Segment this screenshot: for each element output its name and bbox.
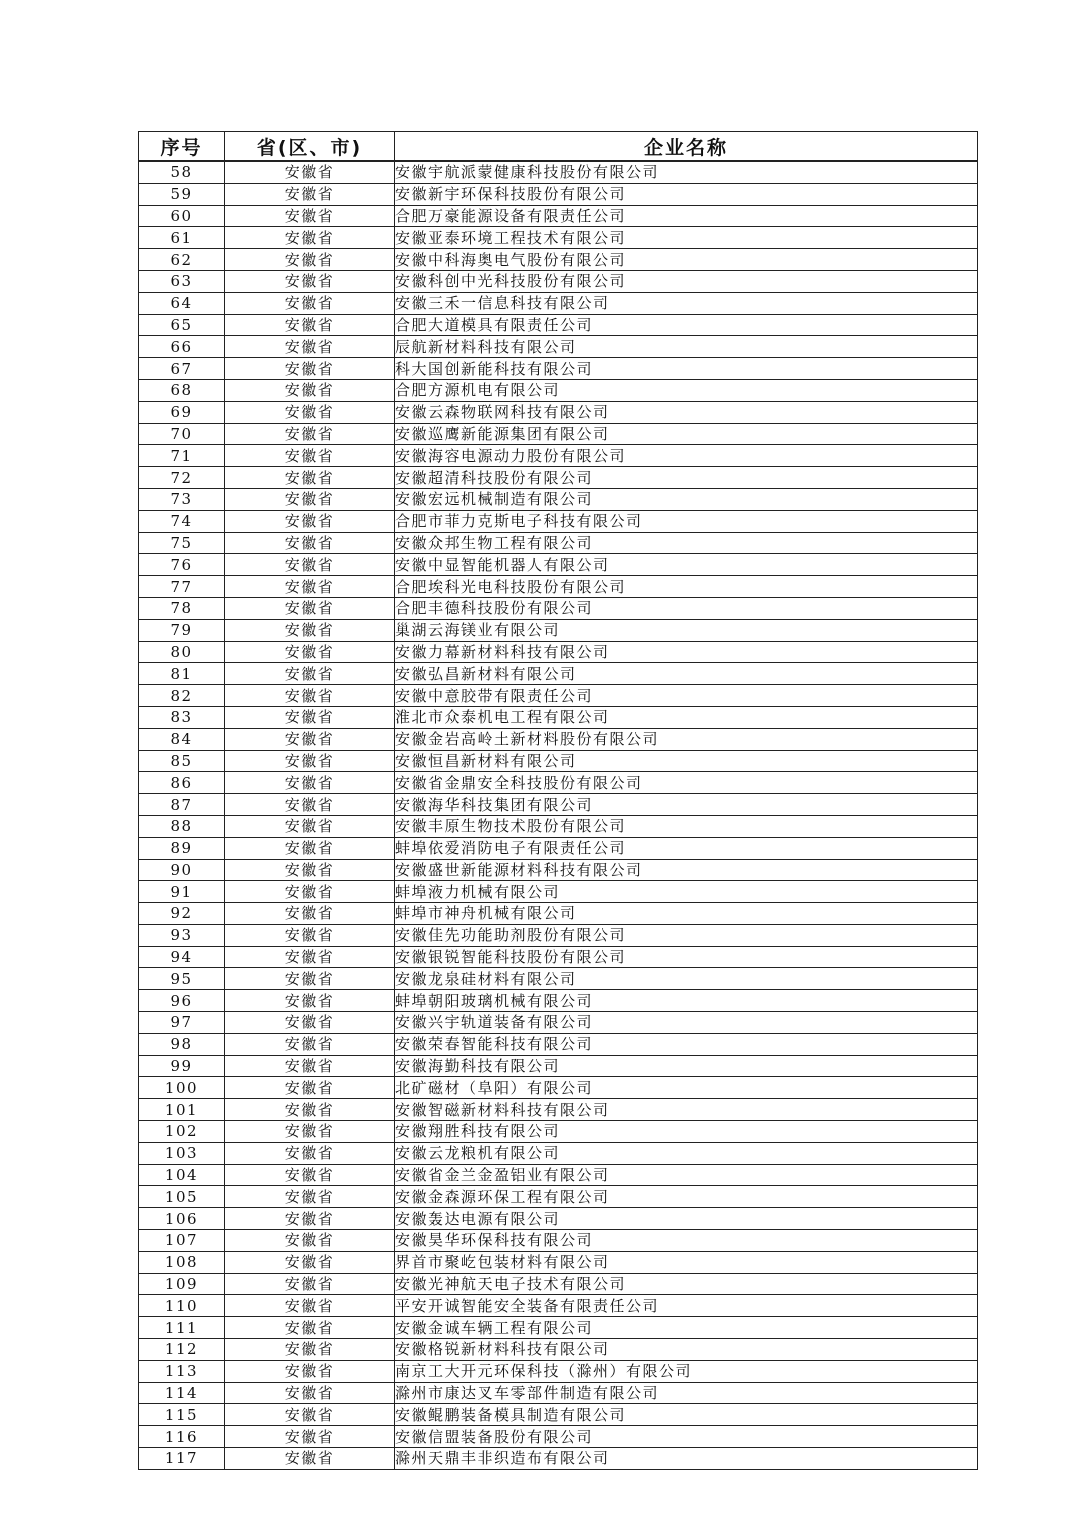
cell-seq: 81 <box>139 663 225 685</box>
table-row <box>139 1033 978 1055</box>
table-row <box>139 663 978 685</box>
cell-seq: 66 <box>139 336 225 358</box>
cell-seq: 74 <box>139 510 225 532</box>
cell-company: 巢湖云海镁业有限公司 <box>395 619 978 641</box>
cell-company: 安徽中显智能机器人有限公司 <box>395 554 978 576</box>
cell-company: 界首市聚屹包装材料有限公司 <box>395 1251 978 1273</box>
cell-province: 安徽省 <box>225 314 395 336</box>
cell-company: 平安开诚智能安全装备有限责任公司 <box>395 1295 978 1317</box>
cell-province: 安徽省 <box>225 1295 395 1317</box>
cell-seq: 75 <box>139 532 225 554</box>
cell-province: 安徽省 <box>225 1186 395 1208</box>
table-row <box>139 161 978 183</box>
cell-company: 合肥市菲力克斯电子科技有限公司 <box>395 510 978 532</box>
cell-company: 合肥万豪能源设备有限责任公司 <box>395 205 978 227</box>
cell-company: 蚌埠液力机械有限公司 <box>395 881 978 903</box>
cell-seq: 59 <box>139 183 225 205</box>
table-row <box>139 1208 978 1230</box>
table-row <box>139 1360 978 1382</box>
cell-seq: 67 <box>139 358 225 380</box>
cell-company: 滁州天鼎丰非织造布有限公司 <box>395 1448 978 1470</box>
cell-province: 安徽省 <box>225 968 395 990</box>
cell-province: 安徽省 <box>225 1142 395 1164</box>
cell-seq: 85 <box>139 750 225 772</box>
cell-seq: 83 <box>139 706 225 728</box>
table-row <box>139 772 978 794</box>
cell-province: 安徽省 <box>225 1339 395 1361</box>
table-row <box>139 532 978 554</box>
cell-company: 安徽超清科技股份有限公司 <box>395 467 978 489</box>
table-row <box>139 837 978 859</box>
table-row <box>139 706 978 728</box>
table-row <box>139 1382 978 1404</box>
table-row <box>139 750 978 772</box>
cell-province: 安徽省 <box>225 750 395 772</box>
cell-seq: 113 <box>139 1360 225 1382</box>
table-row <box>139 1012 978 1034</box>
cell-company: 安徽翔胜科技有限公司 <box>395 1121 978 1143</box>
cell-seq: 60 <box>139 205 225 227</box>
table-row <box>139 205 978 227</box>
table-row <box>139 685 978 707</box>
header-province: 省(区、市) <box>225 132 395 162</box>
table-row <box>139 423 978 445</box>
cell-company: 北矿磁材（阜阳）有限公司 <box>395 1077 978 1099</box>
cell-seq: 65 <box>139 314 225 336</box>
cell-seq: 110 <box>139 1295 225 1317</box>
cell-company: 安徽海勤科技有限公司 <box>395 1055 978 1077</box>
cell-province: 安徽省 <box>225 249 395 271</box>
cell-province: 安徽省 <box>225 445 395 467</box>
cell-province: 安徽省 <box>225 990 395 1012</box>
cell-province: 安徽省 <box>225 1099 395 1121</box>
table-row <box>139 1339 978 1361</box>
table-row <box>139 401 978 423</box>
cell-company: 滁州市康达叉车零部件制造有限公司 <box>395 1382 978 1404</box>
table-row <box>139 467 978 489</box>
cell-seq: 103 <box>139 1142 225 1164</box>
cell-company: 安徽盛世新能源材料科技有限公司 <box>395 859 978 881</box>
table-row <box>139 968 978 990</box>
cell-seq: 87 <box>139 794 225 816</box>
cell-seq: 96 <box>139 990 225 1012</box>
table-row <box>139 292 978 314</box>
cell-province: 安徽省 <box>225 881 395 903</box>
cell-company: 安徽新宇环保科技股份有限公司 <box>395 183 978 205</box>
cell-seq: 102 <box>139 1121 225 1143</box>
cell-province: 安徽省 <box>225 597 395 619</box>
cell-province: 安徽省 <box>225 488 395 510</box>
cell-seq: 97 <box>139 1012 225 1034</box>
cell-province: 安徽省 <box>225 270 395 292</box>
cell-province: 安徽省 <box>225 161 395 183</box>
cell-seq: 112 <box>139 1339 225 1361</box>
cell-seq: 88 <box>139 815 225 837</box>
cell-company: 安徽兴宇轨道装备有限公司 <box>395 1012 978 1034</box>
cell-company: 辰航新材料科技有限公司 <box>395 336 978 358</box>
table-row <box>139 1404 978 1426</box>
cell-company: 蚌埠朝阳玻璃机械有限公司 <box>395 990 978 1012</box>
cell-company: 安徽科创中光科技股份有限公司 <box>395 270 978 292</box>
table-row <box>139 1142 978 1164</box>
table-row <box>139 924 978 946</box>
cell-company: 安徽云森物联网科技有限公司 <box>395 401 978 423</box>
table-row <box>139 445 978 467</box>
cell-province: 安徽省 <box>225 1317 395 1339</box>
cell-seq: 89 <box>139 837 225 859</box>
cell-company: 安徽中科海奥电气股份有限公司 <box>395 249 978 271</box>
cell-seq: 64 <box>139 292 225 314</box>
cell-province: 安徽省 <box>225 227 395 249</box>
header-seq: 序号 <box>139 132 225 162</box>
cell-province: 安徽省 <box>225 336 395 358</box>
table-row <box>139 358 978 380</box>
cell-province: 安徽省 <box>225 205 395 227</box>
cell-province: 安徽省 <box>225 1382 395 1404</box>
cell-company: 安徽昊华环保科技有限公司 <box>395 1230 978 1252</box>
cell-company: 合肥埃科光电科技股份有限公司 <box>395 576 978 598</box>
cell-company: 安徽丰原生物技术股份有限公司 <box>395 815 978 837</box>
cell-company: 安徽智磁新材料科技有限公司 <box>395 1099 978 1121</box>
table-body <box>139 161 978 1469</box>
table-row <box>139 794 978 816</box>
cell-province: 安徽省 <box>225 772 395 794</box>
cell-company: 蚌埠市神舟机械有限公司 <box>395 903 978 925</box>
table-row <box>139 903 978 925</box>
cell-company: 安徽云龙粮机有限公司 <box>395 1142 978 1164</box>
table-row <box>139 728 978 750</box>
cell-seq: 105 <box>139 1186 225 1208</box>
table-row <box>139 990 978 1012</box>
table-row <box>139 1099 978 1121</box>
table-row <box>139 1055 978 1077</box>
table-row <box>139 336 978 358</box>
cell-province: 安徽省 <box>225 1033 395 1055</box>
cell-seq: 69 <box>139 401 225 423</box>
cell-province: 安徽省 <box>225 358 395 380</box>
cell-seq: 107 <box>139 1230 225 1252</box>
cell-seq: 99 <box>139 1055 225 1077</box>
cell-company: 安徽银锐智能科技股份有限公司 <box>395 946 978 968</box>
cell-company: 安徽鲲鹏装备模具制造有限公司 <box>395 1404 978 1426</box>
cell-company: 安徽宏远机械制造有限公司 <box>395 488 978 510</box>
cell-company: 安徽金岩高岭土新材料股份有限公司 <box>395 728 978 750</box>
cell-company: 合肥丰德科技股份有限公司 <box>395 597 978 619</box>
cell-province: 安徽省 <box>225 1230 395 1252</box>
cell-seq: 71 <box>139 445 225 467</box>
cell-province: 安徽省 <box>225 728 395 750</box>
cell-seq: 77 <box>139 576 225 598</box>
cell-company: 安徽宇航派蒙健康科技股份有限公司 <box>395 161 978 183</box>
table-row <box>139 183 978 205</box>
cell-province: 安徽省 <box>225 292 395 314</box>
cell-province: 安徽省 <box>225 1208 395 1230</box>
cell-province: 安徽省 <box>225 576 395 598</box>
cell-seq: 117 <box>139 1448 225 1470</box>
table-row <box>139 1448 978 1470</box>
cell-seq: 98 <box>139 1033 225 1055</box>
cell-seq: 106 <box>139 1208 225 1230</box>
cell-company: 安徽海容电源动力股份有限公司 <box>395 445 978 467</box>
cell-company: 淮北市众泰机电工程有限公司 <box>395 706 978 728</box>
cell-province: 安徽省 <box>225 619 395 641</box>
cell-company: 安徽金森源环保工程有限公司 <box>395 1186 978 1208</box>
cell-seq: 76 <box>139 554 225 576</box>
cell-seq: 91 <box>139 881 225 903</box>
cell-seq: 95 <box>139 968 225 990</box>
cell-company: 安徽亚泰环境工程技术有限公司 <box>395 227 978 249</box>
cell-seq: 58 <box>139 161 225 183</box>
table-row <box>139 1251 978 1273</box>
cell-seq: 84 <box>139 728 225 750</box>
table-row <box>139 1426 978 1448</box>
cell-company: 安徽力幕新材料科技有限公司 <box>395 641 978 663</box>
cell-province: 安徽省 <box>225 423 395 445</box>
cell-company: 合肥大道模具有限责任公司 <box>395 314 978 336</box>
cell-seq: 100 <box>139 1077 225 1099</box>
table-row <box>139 379 978 401</box>
cell-seq: 92 <box>139 903 225 925</box>
cell-company: 安徽佳先功能助剂股份有限公司 <box>395 924 978 946</box>
table-row <box>139 249 978 271</box>
cell-seq: 68 <box>139 379 225 401</box>
table-row <box>139 815 978 837</box>
header-company: 企业名称 <box>395 132 978 162</box>
table-row <box>139 270 978 292</box>
cell-province: 安徽省 <box>225 946 395 968</box>
company-list-table <box>138 131 978 1470</box>
cell-company: 安徽荣春智能科技有限公司 <box>395 1033 978 1055</box>
cell-province: 安徽省 <box>225 1121 395 1143</box>
cell-company: 安徽光神航天电子技术有限公司 <box>395 1273 978 1295</box>
cell-seq: 104 <box>139 1164 225 1186</box>
cell-province: 安徽省 <box>225 1164 395 1186</box>
cell-seq: 82 <box>139 685 225 707</box>
cell-province: 安徽省 <box>225 1055 395 1077</box>
cell-company: 安徽三禾一信息科技有限公司 <box>395 292 978 314</box>
cell-seq: 80 <box>139 641 225 663</box>
cell-seq: 79 <box>139 619 225 641</box>
cell-company: 合肥方源机电有限公司 <box>395 379 978 401</box>
cell-company: 蚌埠依爱消防电子有限责任公司 <box>395 837 978 859</box>
cell-seq: 111 <box>139 1317 225 1339</box>
cell-seq: 73 <box>139 488 225 510</box>
cell-province: 安徽省 <box>225 510 395 532</box>
table-row <box>139 227 978 249</box>
cell-company: 安徽海华科技集团有限公司 <box>395 794 978 816</box>
cell-company: 安徽金诚车辆工程有限公司 <box>395 1317 978 1339</box>
table-row <box>139 881 978 903</box>
cell-seq: 101 <box>139 1099 225 1121</box>
cell-seq: 63 <box>139 270 225 292</box>
cell-province: 安徽省 <box>225 685 395 707</box>
table-row <box>139 1230 978 1252</box>
cell-seq: 70 <box>139 423 225 445</box>
table-row <box>139 859 978 881</box>
cell-seq: 90 <box>139 859 225 881</box>
cell-province: 安徽省 <box>225 706 395 728</box>
table-row <box>139 1317 978 1339</box>
cell-province: 安徽省 <box>225 1012 395 1034</box>
cell-company: 安徽中意胶带有限责任公司 <box>395 685 978 707</box>
table-row <box>139 946 978 968</box>
cell-company: 安徽省金兰金盈铝业有限公司 <box>395 1164 978 1186</box>
table-row <box>139 314 978 336</box>
cell-company: 南京工大开元环保科技（滁州）有限公司 <box>395 1360 978 1382</box>
cell-province: 安徽省 <box>225 532 395 554</box>
cell-province: 安徽省 <box>225 1404 395 1426</box>
cell-company: 安徽格锐新材料科技有限公司 <box>395 1339 978 1361</box>
header-row <box>139 132 978 162</box>
cell-province: 安徽省 <box>225 1448 395 1470</box>
cell-seq: 94 <box>139 946 225 968</box>
cell-seq: 108 <box>139 1251 225 1273</box>
cell-province: 安徽省 <box>225 815 395 837</box>
table-row <box>139 641 978 663</box>
cell-seq: 86 <box>139 772 225 794</box>
cell-province: 安徽省 <box>225 1273 395 1295</box>
table-row <box>139 554 978 576</box>
table-row <box>139 488 978 510</box>
table-row <box>139 576 978 598</box>
table-row <box>139 619 978 641</box>
cell-company: 安徽巡鹰新能源集团有限公司 <box>395 423 978 445</box>
table-header <box>139 132 978 162</box>
cell-seq: 115 <box>139 1404 225 1426</box>
cell-province: 安徽省 <box>225 467 395 489</box>
cell-company: 安徽省金鼎安全科技股份有限公司 <box>395 772 978 794</box>
cell-province: 安徽省 <box>225 1426 395 1448</box>
cell-seq: 62 <box>139 249 225 271</box>
cell-province: 安徽省 <box>225 641 395 663</box>
cell-province: 安徽省 <box>225 859 395 881</box>
cell-seq: 78 <box>139 597 225 619</box>
cell-seq: 61 <box>139 227 225 249</box>
table-row <box>139 1295 978 1317</box>
table-row <box>139 597 978 619</box>
cell-province: 安徽省 <box>225 663 395 685</box>
cell-company: 安徽恒昌新材料有限公司 <box>395 750 978 772</box>
cell-province: 安徽省 <box>225 554 395 576</box>
cell-province: 安徽省 <box>225 379 395 401</box>
table-row <box>139 1121 978 1143</box>
cell-province: 安徽省 <box>225 183 395 205</box>
cell-seq: 116 <box>139 1426 225 1448</box>
table-row <box>139 1186 978 1208</box>
cell-company: 安徽众邦生物工程有限公司 <box>395 532 978 554</box>
cell-company: 科大国创新能科技有限公司 <box>395 358 978 380</box>
cell-seq: 114 <box>139 1382 225 1404</box>
cell-seq: 93 <box>139 924 225 946</box>
cell-province: 安徽省 <box>225 903 395 925</box>
cell-seq: 72 <box>139 467 225 489</box>
cell-company: 安徽信盟装备股份有限公司 <box>395 1426 978 1448</box>
cell-company: 安徽龙泉硅材料有限公司 <box>395 968 978 990</box>
cell-province: 安徽省 <box>225 1077 395 1099</box>
cell-province: 安徽省 <box>225 924 395 946</box>
table-row <box>139 510 978 532</box>
cell-province: 安徽省 <box>225 401 395 423</box>
table-row <box>139 1273 978 1295</box>
cell-province: 安徽省 <box>225 1360 395 1382</box>
cell-province: 安徽省 <box>225 837 395 859</box>
cell-company: 安徽轰达电源有限公司 <box>395 1208 978 1230</box>
cell-province: 安徽省 <box>225 794 395 816</box>
table-row <box>139 1077 978 1099</box>
cell-seq: 109 <box>139 1273 225 1295</box>
table-row <box>139 1164 978 1186</box>
cell-company: 安徽弘昌新材料有限公司 <box>395 663 978 685</box>
cell-province: 安徽省 <box>225 1251 395 1273</box>
